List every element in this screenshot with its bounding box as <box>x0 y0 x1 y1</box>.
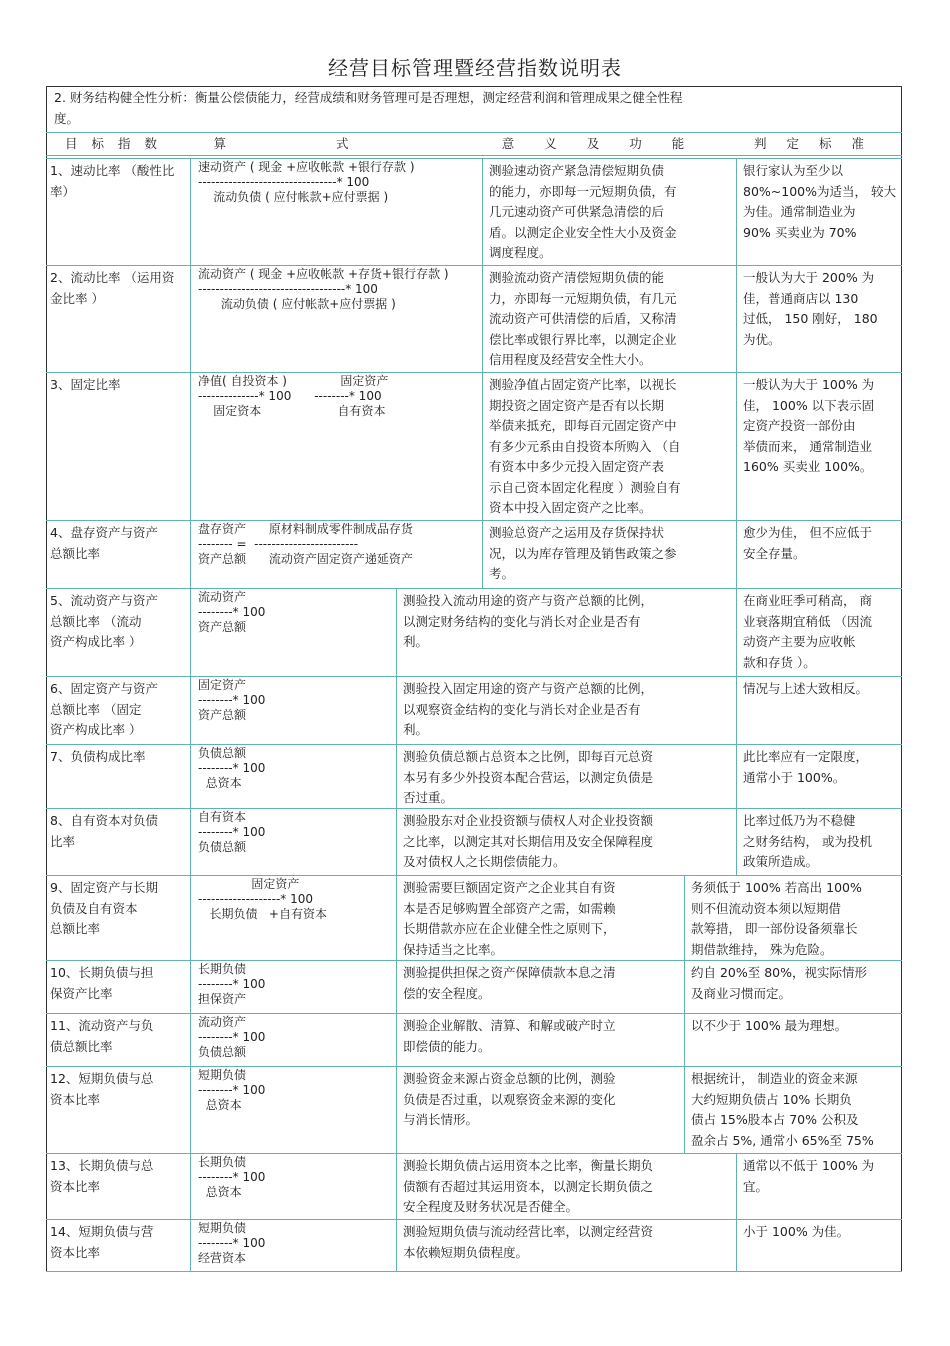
formula: 长期负债 --------* 100 总资本 <box>198 1155 266 1199</box>
grid-line <box>396 1153 397 1219</box>
meaning-text: 测验短期负债与流动经营比率，以测定经营资 本依赖短期负债程度。 <box>403 1224 654 1260</box>
grid-line <box>190 875 191 960</box>
header-standard: 判定标准 <box>753 136 884 151</box>
grid-line <box>46 520 902 521</box>
standard-text: 比率过低乃为不稳健 之财务结构， 或为投机 政策所造成。 <box>743 813 872 869</box>
grid-line <box>684 960 685 1013</box>
formula: 固定资产 -------------------* 100 长期负债 +自有资本 <box>198 877 327 921</box>
grid-line <box>736 158 737 265</box>
meaning-text: 测验提供担保之资产保障债款本息之清 偿的安全程度。 <box>403 965 616 1001</box>
meaning-text: 测验总资产之运用及存货保持状 况，以为库存管理及销售政策之参 考。 <box>489 525 677 581</box>
grid-line <box>396 875 397 960</box>
meaning-text: 测验投入固定用途的资产与资产总额的比例， 以观察资金结构的变化与消长对企业是否有 利。 <box>403 681 654 737</box>
table-header-row <box>46 132 902 156</box>
formula: 自有资本 --------* 100 负债总额 <box>198 810 266 854</box>
grid-line <box>736 808 737 875</box>
grid-line <box>46 372 902 373</box>
grid-line <box>684 875 685 960</box>
indicator-name: 6、固定资产与资产 总额比率 （固定 资产构成比率 ） <box>50 681 158 737</box>
indicator-name: 5、流动资产与资产 总额比率 （流动 资产构成比率 ） <box>50 593 158 649</box>
formula: 长期负债 --------* 100 担保资产 <box>198 962 266 1006</box>
standard-text: 通常以不低于 100% 为 宜。 <box>743 1158 875 1194</box>
meaning-text: 测验企业解散、清算、和解或破产时立 即偿债的能力。 <box>403 1018 616 1054</box>
formula: 速动资产 ( 现金 +应收帐款 +银行存款 ) --------------------------------* 100 流动负债 ( 应付帐款+应付票据 ) <box>198 160 415 204</box>
header-meaning: 意义及功能 <box>501 136 715 151</box>
grid-line <box>396 1013 397 1066</box>
indicator-name: 3、固定比率 <box>50 377 121 392</box>
grid-line <box>46 1013 902 1014</box>
grid-line <box>190 1066 191 1153</box>
formula: 负债总额 --------* 100 总资本 <box>198 746 266 790</box>
grid-line <box>46 1219 902 1220</box>
indicator-name: 4、盘存资产与资产 总额比率 <box>50 525 158 561</box>
meaning-text: 测验资金来源占资金总额的比例，测验 负债是否过重，以观察资金来源的变化 与消长情形。 <box>403 1071 616 1127</box>
grid-line <box>190 158 191 265</box>
standard-text: 此比率应有一定限度， 通常小于 100%。 <box>743 749 869 785</box>
indicator-name: 12、短期负债与总 资本比率 <box>50 1071 154 1107</box>
standard-text: 银行家认为至少以 80%~100%为适当， 较大 为佳。通常制造业为 90% 买卖业为 70% <box>743 163 896 240</box>
page-title: 经营目标管理暨经营指数说明表 <box>328 56 622 80</box>
grid-line <box>46 588 902 589</box>
standard-text: 在商业旺季可稍高， 商 业衰落期宜稍低 （因流 动资产主要为应收帐 款和存货 ）。 <box>743 593 872 670</box>
standard-text: 一般认为大于 100% 为 佳， 100% 以下表示固 定资产投资一部份由 举债而来， 通常制造业 160% 买卖业 100%。 <box>743 377 875 474</box>
meaning-text: 测验长期负债占运用资本之比率，衡量长期负 债额有否超过其运用资本，以测定长期负债之 安全程度及财务状况是否健全。 <box>403 1158 654 1214</box>
grid-line <box>46 1153 902 1154</box>
grid-line <box>190 520 191 588</box>
indicator-name: 14、短期负债与营 资本比率 <box>50 1224 154 1260</box>
grid-line <box>736 1153 737 1219</box>
indicator-name: 11、流动资产与负 债总额比率 <box>50 1018 154 1054</box>
formula: 固定资产 --------* 100 资产总额 <box>198 678 266 722</box>
meaning-text: 测验净值占固定资产比率，以视长 期投资之固定资产是否有以长期 举债来抵充，即每百元固定资产中 有多少元系由自投资本所购入 （自 有资本中多少元投入固定资产表 示自己资本固定化程度 ）测验自有 资本中投入固定资产之比率。 <box>489 377 681 515</box>
grid-line <box>190 808 191 875</box>
grid-line <box>736 265 737 372</box>
standard-text: 约自 20%至 80%，视实际情形 及商业习惯而定。 <box>691 965 868 1001</box>
grid-line <box>684 1013 685 1066</box>
grid-line <box>396 808 397 875</box>
standard-text: 小于 100% 为佳。 <box>743 1224 850 1239</box>
meaning-text: 测验股东对企业投资额与债权人对企业投资额 之比率，以测定其对长期信用及安全保障程度 及对债权人之长期偿债能力。 <box>403 813 654 869</box>
grid-line <box>46 265 902 266</box>
grid-line <box>684 1066 685 1153</box>
standard-text: 根据统计， 制造业的资金来源 大约短期负债占 10% 长期负 债占 15%股本占 70% 公积及 盈余占 5%, 通常小 65%至 75% <box>691 1071 874 1148</box>
standard-text: 以不少于 100% 最为理想。 <box>691 1018 848 1033</box>
formula: 盘存资产 原材料制成零件制成品存货 -------- = ------------------------ 资产总额 流动资产固定资产递延资产 <box>198 522 413 566</box>
standard-text: 愈少为佳， 但不应低于 安全存量。 <box>743 525 872 561</box>
grid-line <box>190 744 191 808</box>
grid-line <box>396 1219 397 1272</box>
indicator-name: 10、长期负债与担 保资产比率 <box>50 965 154 1001</box>
indicator-name: 7、负债构成比率 <box>50 749 146 764</box>
grid-line <box>46 960 902 961</box>
grid-line <box>482 372 483 520</box>
meaning-text: 测验负债总额占总资本之比例，即每百元总资 本另有多少外投资本配合营运，以测定负债是 否过重。 <box>403 749 654 805</box>
grid-line <box>736 520 737 588</box>
standard-text: 一般认为大于 200% 为 佳，普通商店以 130 过低， 150 刚好， 180 为优。 <box>743 270 878 347</box>
grid-line <box>396 1066 397 1153</box>
standard-text: 情况与上述大致相反。 <box>743 681 869 696</box>
formula: 流动资产 --------* 100 资产总额 <box>198 590 266 634</box>
indicator-name: 13、长期负债与总 资本比率 <box>50 1158 154 1194</box>
grid-line <box>482 520 483 588</box>
grid-line <box>190 1013 191 1066</box>
grid-line <box>482 158 483 265</box>
grid-line <box>190 1219 191 1272</box>
grid-line <box>736 676 737 744</box>
grid-line <box>396 676 397 744</box>
grid-line <box>736 744 737 808</box>
grid-line <box>190 960 191 1013</box>
grid-line <box>396 960 397 1013</box>
grid-line <box>482 265 483 372</box>
indicator-name: 8、自有资本对负债 比率 <box>50 813 158 849</box>
grid-line <box>46 744 902 745</box>
header-formula: 算式 <box>213 136 459 151</box>
formula: 流动资产 ( 现金 +应收帐款 +存货+银行存款 ) ----------------------------------* 100 流动负债 ( 应付帐款+应付票据 ) <box>198 267 449 311</box>
grid-line <box>396 744 397 808</box>
meaning-text: 测验需要巨额固定资产之企业其自有资 本是否足够购置全部资产之需，如需赖 长期借款亦应在企业健全性之原则下， 保持适当之比率。 <box>403 880 616 957</box>
grid-line <box>190 676 191 744</box>
formula: 短期负债 --------* 100 总资本 <box>198 1068 266 1112</box>
grid-line <box>190 588 191 676</box>
grid-line <box>190 265 191 372</box>
formula: 净值( 自投资本 ) 固定资产 --------------* 100 --------* 100 固定资本 自有资本 <box>198 374 389 418</box>
grid-line <box>736 372 737 520</box>
formula: 流动资产 --------* 100 负债总额 <box>198 1015 266 1059</box>
meaning-text: 测验流动资产清偿短期负债的能 力，亦即每一元短期负债，有几元 流动资产可供清偿的后盾，又称清 偿比率或银行界比率，以测定企业 信用程度及经营安全性大小。 <box>489 270 677 367</box>
grid-line <box>46 1066 902 1067</box>
indicator-name: 2、流动比率 （运用资 金比率 ） <box>50 270 175 306</box>
grid-line <box>46 158 902 159</box>
grid-line <box>190 1153 191 1219</box>
section-intro: 2. 财务结构健全性分析：衡量公偿债能力，经营成绩和财务管理可是否理想，测定经营利润和管理成果之健全性程 度。 <box>54 90 683 126</box>
grid-line <box>46 676 902 677</box>
grid-line <box>736 1219 737 1272</box>
indicator-name: 1、速动比率 （酸性比 率） <box>50 163 175 199</box>
meaning-text: 测验速动资产紧急清偿短期负债 的能力，亦即每一元短期负债，有 几元速动资产可供紧急清偿的后 盾。以测定企业安全性大小及资金 调度程度。 <box>489 163 677 260</box>
grid-line <box>46 808 902 809</box>
grid-line <box>46 875 902 876</box>
grid-line <box>396 588 397 676</box>
formula: 短期负债 --------* 100 经营资本 <box>198 1221 266 1265</box>
grid-line <box>736 588 737 676</box>
grid-line <box>46 1271 902 1272</box>
header-indicator: 目标指数 <box>64 136 171 151</box>
meaning-text: 测验投入流动用途的资产与资产总额的比例， 以测定财务结构的变化与消长对企业是否有 利。 <box>403 593 654 649</box>
standard-text: 务须低于 100% 若高出 100% 则不但流动资本须以短期借 款筹措， 即一部份设备须靠长 期借款维持， 殊为危险。 <box>691 880 862 957</box>
indicator-name: 9、固定资产与长期 负债及自有资本 总额比率 <box>50 880 158 936</box>
grid-line <box>190 372 191 520</box>
